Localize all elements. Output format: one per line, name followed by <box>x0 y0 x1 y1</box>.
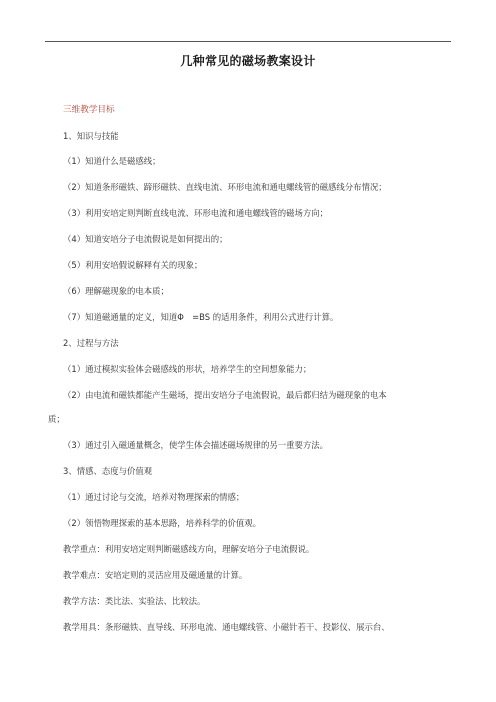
emotion-item-1: （1）通过讨论与交流，培养对物理探索的情感； <box>63 492 245 502</box>
document-title: 几种常见的磁场教案设计 <box>180 54 316 68</box>
knowledge-item-4: （4）知道安培分子电流假说是如何提出的； <box>63 234 228 244</box>
knowledge-item-5: （5）利用安培假说解释有关的现象； <box>63 260 203 270</box>
teaching-tools: 教学用具：条形磁铁、直导线、环形电流、通电螺线管、小磁针若干、投影仪、展示台、 <box>63 622 390 632</box>
difficulty: 教学难点：安培定则的灵活应用及磁通量的计算。 <box>63 570 248 580</box>
knowledge-item-3: （3）利用安培定则判断直线电流、环形电流和通电螺线管的磁场方向； <box>63 208 328 218</box>
knowledge-heading: 1、知识与技能 <box>63 131 119 141</box>
process-item-1: （1）通过模拟实验体会磁感线的形状，培养学生的空间想象能力； <box>63 364 312 374</box>
process-heading: 2、过程与方法 <box>63 338 119 348</box>
knowledge-item-1: （1）知道什么是磁感线； <box>63 156 161 166</box>
process-item-2: （2）由电流和磁铁都能产生磁场，提出安培分子电流假说，最后都归结为磁现象的电本 <box>63 390 387 400</box>
header-rule <box>45 41 451 42</box>
teaching-method: 教学方法：类比法、实验法、比较法。 <box>63 596 206 606</box>
process-item-3: （3）通过引入磁通量概念，使学生体会描述磁场规律的另一重要方法。 <box>63 440 328 450</box>
emotion-heading: 3、情感、态度与价值观 <box>63 466 153 476</box>
knowledge-item-6: （6）理解磁现象的电本质； <box>63 286 169 296</box>
emotion-item-2: （2）领悟物理探索的基本思路，培养科学的价值观。 <box>63 518 261 528</box>
process-item-2-continued: 质； <box>48 414 65 424</box>
knowledge-item-2: （2）知道条形磁铁、蹄形磁铁、直线电流、环形电流和通电螺线管的磁感线分布情况； <box>63 182 387 192</box>
key-point: 教学重点：利用安培定则判断磁感线方向，理解安培分子电流假说。 <box>63 544 315 554</box>
goals-heading: 三维教学目标 <box>63 105 115 115</box>
knowledge-item-7: （7）知道磁通量的定义，知道Φ =BS 的适用条件，利用公式进行计算。 <box>63 312 339 322</box>
